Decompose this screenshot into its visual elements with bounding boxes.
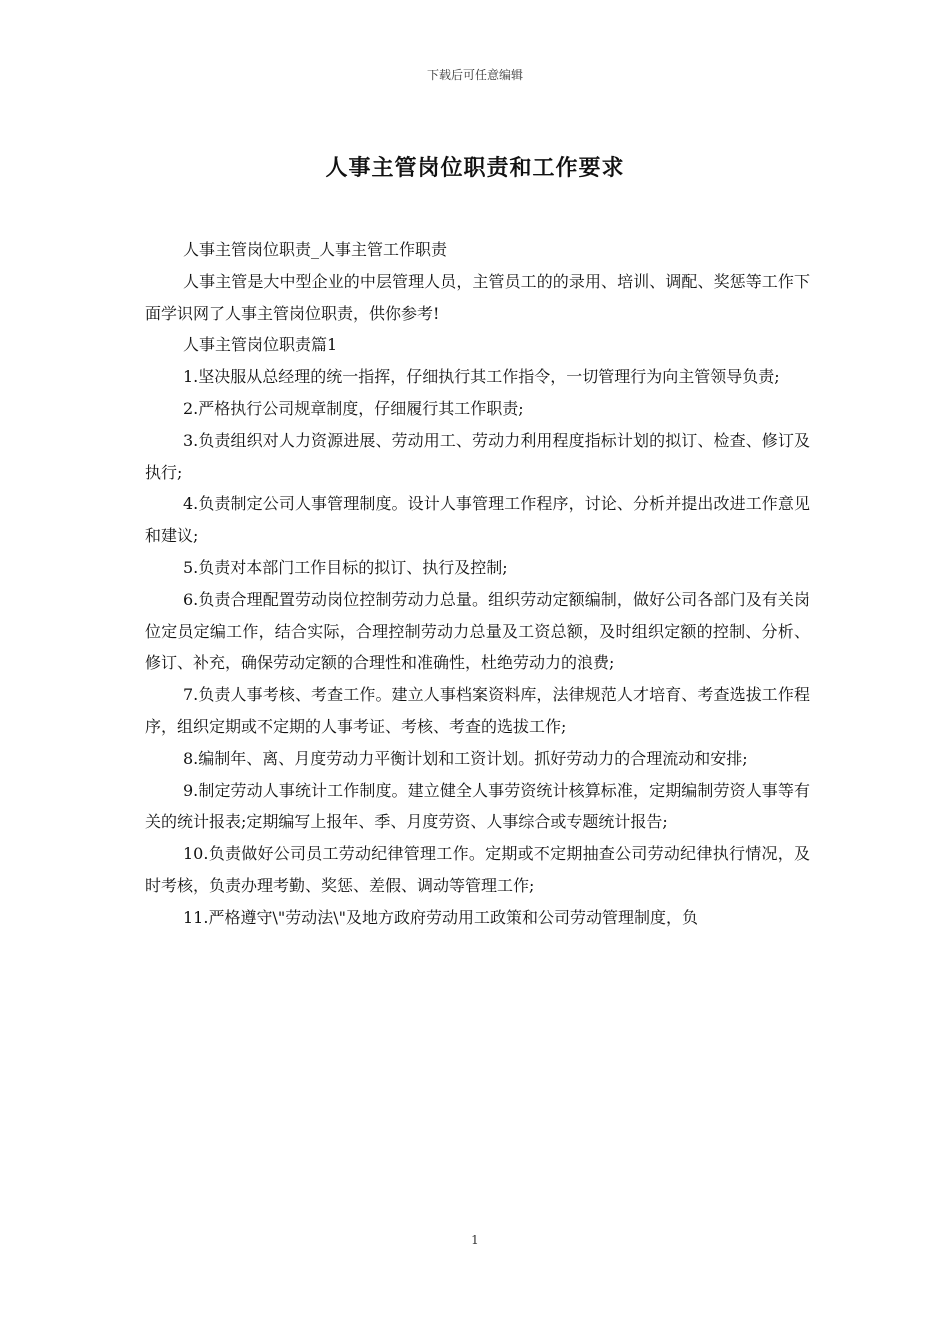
paragraph-item-10: 10.负责做好公司员工劳动纪律管理工作。定期或不定期抽查公司劳动纪律执行情况，及时考核，负责办理考勤、奖惩、差假、调动等管理工作; bbox=[145, 844, 810, 895]
page-number: 1 bbox=[471, 1233, 479, 1247]
paragraph-item-8: 8.编制年、离、月度劳动力平衡计划和工资计划。抓好劳动力的合理流动和安排; bbox=[183, 748, 748, 768]
document-title: 人事主管岗位职责和工作要求 bbox=[325, 155, 625, 181]
paragraph-section-heading: 人事主管岗位职责篇1 bbox=[183, 335, 338, 355]
paragraph-intro: 人事主管是大中型企业的中层管理人员，主管员工的的录用、培训、调配、奖惩等工作下面学识网了人事主管岗位职责，供你参考! bbox=[145, 271, 810, 323]
header-note: 下载后可任意编辑 bbox=[426, 68, 523, 82]
paragraph-subtitle: 人事主管岗位职责_人事主管工作职责 bbox=[183, 240, 448, 259]
paragraph-item-7: 7.负责人事考核、考查工作。建立人事档案资料库，法律规范人才培育、考查选拔工作程序，组织定期或不定期的人事考证、考核、考查的选拔工作; bbox=[145, 685, 810, 736]
paragraph-item-4: 4.负责制定公司人事管理制度。设计人事管理工作程序，讨论、分析并提出改进工作意见和建议; bbox=[145, 494, 810, 546]
document-body bbox=[145, 234, 810, 934]
paragraph-item-2: 2.严格执行公司规章制度，仔细履行其工作职责; bbox=[183, 398, 524, 418]
paragraph-item-1: 1.坚决服从总经理的统一指挥，仔细执行其工作指令，一切管理行为向主管领导负责; bbox=[183, 367, 780, 387]
paragraph-item-6: 6.负责合理配置劳动岗位控制劳动力总量。组织劳动定额编制，做好公司各部门及有关岗位定员定编工作，结合实际，合理控制劳动力总量及工资总额，及时组织定额的控制、分析、修订、补充，确保劳动定额的合理性和准确性，杜绝劳动力的浪费; bbox=[145, 589, 810, 673]
paragraph-item-5: 5.负责对本部门工作目标的拟订、执行及控制; bbox=[183, 557, 508, 577]
paragraph-item-9: 9.制定劳动人事统计工作制度。建立健全人事劳资统计核算标准，定期编制劳资人事等有关的统计报表;定期编写上报年、季、月度劳资、人事综合或专题统计报告; bbox=[145, 780, 810, 832]
paragraph-item-3: 3.负责组织对人力资源进展、劳动用工、劳动力利用程度指标计划的拟订、检查、修订及执行; bbox=[145, 430, 810, 482]
paragraph-item-11: 11.严格遵守\"劳动法\"及地方政府劳动用工政策和公司劳动管理制度，负 bbox=[183, 907, 698, 927]
